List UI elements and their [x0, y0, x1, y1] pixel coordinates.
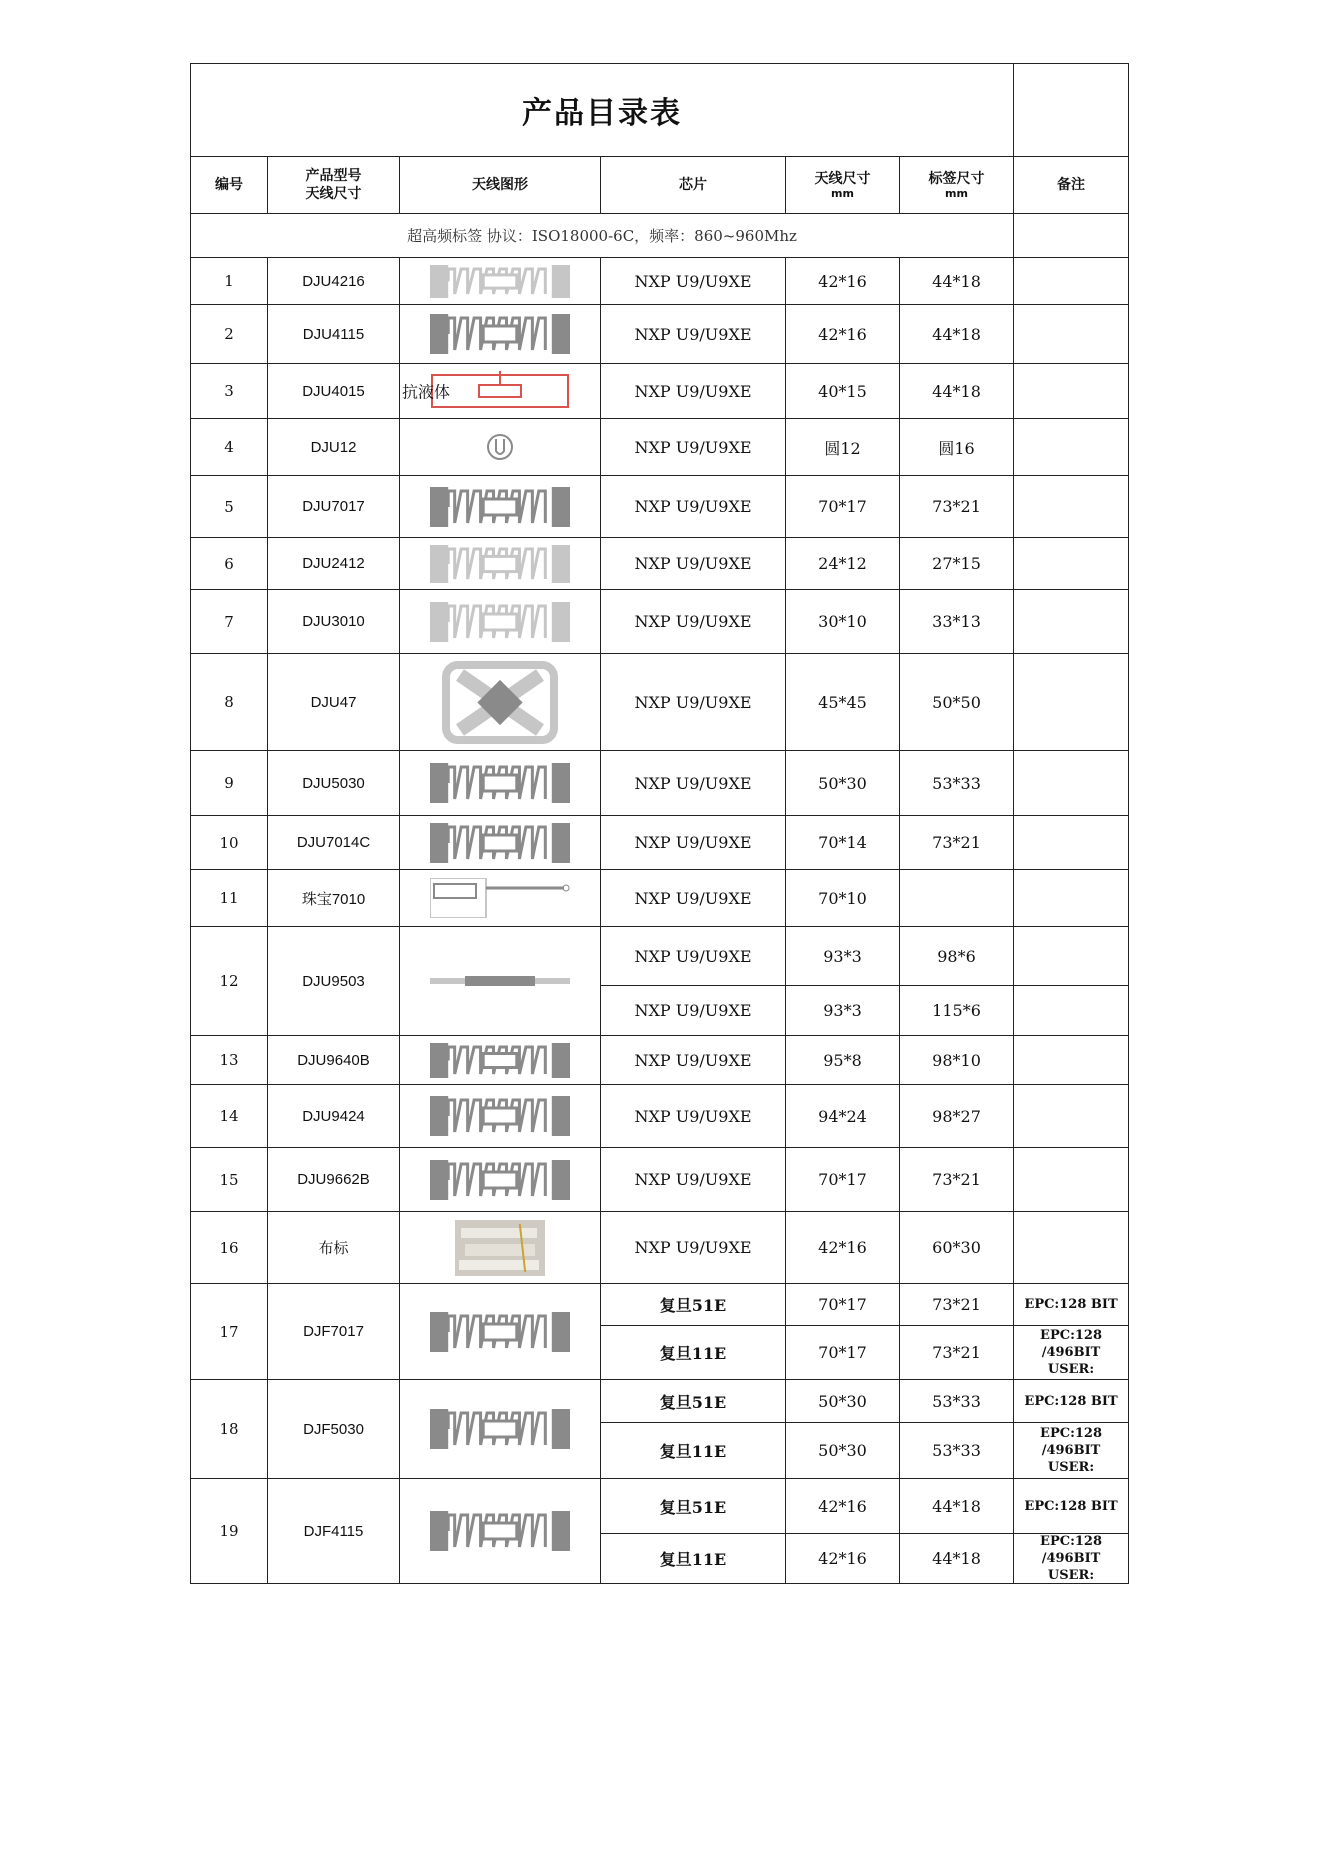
remark-cell — [1014, 1036, 1129, 1085]
model-name: DJU4115 — [268, 305, 400, 364]
tag-size: 53*33 — [900, 1380, 1014, 1423]
compact-antenna-icon — [430, 545, 570, 583]
section-label: 超高频标签 协议：ISO18000-6C，频率：860~960Mhz — [191, 214, 1014, 258]
table-row — [191, 1036, 1129, 1085]
model-name: DJF7017 — [268, 1284, 400, 1380]
remark-cell — [1014, 1148, 1129, 1212]
antenna-figure — [400, 364, 601, 419]
antenna-size: 45*45 — [786, 654, 900, 751]
remark-cell — [1014, 305, 1129, 364]
remark-line: /496BIT — [1041, 1443, 1101, 1458]
remark-cell — [1014, 1085, 1129, 1148]
row-number: 18 — [191, 1380, 268, 1479]
table-row — [191, 654, 1129, 751]
tag-size: 44*18 — [900, 305, 1014, 364]
row-number: 4 — [191, 419, 268, 476]
antenna-figure — [400, 654, 601, 751]
antenna-size: 93*3 — [786, 927, 900, 986]
row-number: 17 — [191, 1284, 268, 1380]
long-meander-antenna-icon — [430, 1043, 570, 1078]
antenna-figure — [400, 590, 601, 654]
header-model-line1: 产品型号 — [305, 168, 362, 184]
antenna-figure — [400, 816, 601, 870]
model-name: 珠宝7010 — [268, 870, 400, 927]
remark-cell — [1014, 419, 1129, 476]
antenna-figure — [400, 1148, 601, 1212]
chip-name: 复旦51E — [601, 1284, 786, 1326]
chip-name: NXP U9/U9XE — [601, 927, 786, 986]
remark-cell: EPC:128 BIT — [1014, 1479, 1129, 1534]
tag-size: 98*6 — [900, 927, 1014, 986]
antenna-figure — [400, 1036, 601, 1085]
model-name: DJU3010 — [268, 590, 400, 654]
square-antenna-icon — [440, 661, 560, 744]
row-number: 5 — [191, 476, 268, 538]
antenna-size: 70*17 — [786, 1284, 900, 1326]
chip-name: NXP U9/U9XE — [601, 1036, 786, 1085]
table-row — [191, 927, 1129, 986]
row-number: 2 — [191, 305, 268, 364]
table-row — [191, 258, 1129, 305]
meander-antenna-icon — [430, 823, 570, 863]
fabric-label-photo — [455, 1220, 545, 1276]
model-name: DJU5030 — [268, 751, 400, 816]
header-ant-size — [786, 157, 900, 214]
section-blank-cell — [1014, 214, 1129, 258]
section-row — [191, 214, 1129, 258]
comb-antenna-icon — [430, 602, 570, 642]
antenna-size: 70*14 — [786, 816, 900, 870]
table-row — [191, 1148, 1129, 1212]
row-number: 14 — [191, 1085, 268, 1148]
header-row — [191, 157, 1129, 214]
antenna-figure — [400, 1380, 601, 1479]
jewelry-tag-icon — [430, 878, 570, 918]
row-number: 12 — [191, 927, 268, 1036]
chip-name: NXP U9/U9XE — [601, 538, 786, 590]
row-number: 19 — [191, 1479, 268, 1584]
remark-cell — [1014, 1326, 1129, 1380]
antenna-size: 50*30 — [786, 751, 900, 816]
antenna-size: 42*16 — [786, 305, 900, 364]
chip-name: NXP U9/U9XE — [601, 1085, 786, 1148]
antenna-size: 93*3 — [786, 986, 900, 1036]
model-name: DJU7014C — [268, 816, 400, 870]
remark-line: EPC:128 — [1040, 1534, 1103, 1549]
round-antenna-icon — [482, 431, 518, 463]
row-number: 10 — [191, 816, 268, 870]
tag-size: 50*50 — [900, 654, 1014, 751]
model-name: DJU9662B — [268, 1148, 400, 1212]
chip-name: 复旦11E — [601, 1534, 786, 1584]
antenna-size: 70*17 — [786, 1148, 900, 1212]
header-ant-size-label: 天线尺寸 — [814, 171, 871, 187]
tag-size: 73*21 — [900, 1326, 1014, 1380]
model-name: DJU4216 — [268, 258, 400, 305]
chip-name: NXP U9/U9XE — [601, 1148, 786, 1212]
row-number: 13 — [191, 1036, 268, 1085]
remark-line: USER: — [1047, 1568, 1095, 1583]
header-tag-unit: mm — [945, 187, 968, 200]
remark-cell — [1014, 1423, 1129, 1479]
tag-size: 60*30 — [900, 1212, 1014, 1284]
chip-name: NXP U9/U9XE — [601, 364, 786, 419]
antenna-size: 50*30 — [786, 1423, 900, 1479]
tag-size: 44*18 — [900, 258, 1014, 305]
meander-antenna-icon — [430, 1312, 570, 1352]
remark-cell — [1014, 476, 1129, 538]
remark-line: USER: — [1047, 1460, 1095, 1475]
tag-size: 27*15 — [900, 538, 1014, 590]
page-title: 产品目录表 — [191, 64, 1014, 157]
row-number: 7 — [191, 590, 268, 654]
remark-cell — [1014, 986, 1129, 1036]
chip-name: NXP U9/U9XE — [601, 816, 786, 870]
block-antenna-icon — [430, 1096, 570, 1136]
table-row — [191, 305, 1129, 364]
header-model — [268, 157, 400, 214]
table-row — [191, 364, 1129, 419]
antenna-figure — [400, 870, 601, 927]
model-name: DJU9424 — [268, 1085, 400, 1148]
row-number: 8 — [191, 654, 268, 751]
fluid-label: 抗液体 — [402, 382, 451, 402]
antenna-size: 42*16 — [786, 1479, 900, 1534]
antenna-figure — [400, 476, 601, 538]
antenna-figure — [400, 1212, 601, 1284]
header-no: 编号 — [191, 157, 268, 214]
remark-multiline — [1014, 1329, 1128, 1377]
antenna-size: 42*16 — [786, 1534, 900, 1584]
chip-name: NXP U9/U9XE — [601, 258, 786, 305]
tag-size: 44*18 — [900, 1534, 1014, 1584]
table-row — [191, 1479, 1129, 1534]
remark-multiline — [1014, 1427, 1128, 1475]
antenna-size: 圆12 — [786, 419, 900, 476]
table-row — [191, 870, 1129, 927]
tag-size: 73*21 — [900, 476, 1014, 538]
model-name: DJU7017 — [268, 476, 400, 538]
antenna-size: 24*12 — [786, 538, 900, 590]
model-name: DJU2412 — [268, 538, 400, 590]
chip-name: NXP U9/U9XE — [601, 305, 786, 364]
antenna-figure — [400, 258, 601, 305]
slim-antenna-icon — [430, 961, 570, 1001]
header-tag-size — [900, 157, 1014, 214]
table-row — [191, 419, 1129, 476]
antenna-size: 30*10 — [786, 590, 900, 654]
remark-cell — [1014, 364, 1129, 419]
meander-antenna-icon — [430, 1160, 570, 1200]
header-model-line2: 天线尺寸 — [305, 186, 362, 202]
remark-cell: EPC:128 BIT — [1014, 1380, 1129, 1423]
meander-antenna-icon — [430, 1511, 570, 1551]
chip-name: NXP U9/U9XE — [601, 986, 786, 1036]
header-tag-size-label: 标签尺寸 — [928, 171, 985, 187]
row-number: 6 — [191, 538, 268, 590]
table-row — [191, 476, 1129, 538]
antenna-figure — [400, 305, 601, 364]
tag-size: 73*21 — [900, 1148, 1014, 1212]
table-row — [191, 1284, 1129, 1326]
header-remark: 备注 — [1014, 157, 1129, 214]
chip-name: NXP U9/U9XE — [601, 654, 786, 751]
remark-cell — [1014, 816, 1129, 870]
model-name: DJU4015 — [268, 364, 400, 419]
row-number: 16 — [191, 1212, 268, 1284]
chip-name: NXP U9/U9XE — [601, 419, 786, 476]
remark-cell — [1014, 654, 1129, 751]
dipole-antenna-icon — [430, 265, 570, 298]
tag-size: 98*27 — [900, 1085, 1014, 1148]
tag-size: 圆16 — [900, 419, 1014, 476]
row-number: 9 — [191, 751, 268, 816]
remark-cell: EPC:128 BIT — [1014, 1284, 1129, 1326]
product-catalog-table — [190, 63, 1129, 1584]
antenna-size: 94*24 — [786, 1085, 900, 1148]
chip-name: NXP U9/U9XE — [601, 1212, 786, 1284]
tag-size: 98*10 — [900, 1036, 1014, 1085]
tag-size: 44*18 — [900, 364, 1014, 419]
liquid-resistant-antenna-icon — [430, 371, 570, 411]
remark-cell — [1014, 258, 1129, 305]
tag-size: 73*21 — [900, 816, 1014, 870]
chip-name: 复旦11E — [601, 1423, 786, 1479]
remark-line: /496BIT — [1041, 1345, 1101, 1360]
chip-name: NXP U9/U9XE — [601, 476, 786, 538]
model-name: DJU9640B — [268, 1036, 400, 1085]
chip-name: 复旦51E — [601, 1479, 786, 1534]
chip-name: NXP U9/U9XE — [601, 751, 786, 816]
table-row — [191, 1212, 1129, 1284]
antenna-size: 50*30 — [786, 1380, 900, 1423]
chip-name: 复旦51E — [601, 1380, 786, 1423]
remark-cell — [1014, 590, 1129, 654]
table-row — [191, 590, 1129, 654]
antenna-size: 40*15 — [786, 364, 900, 419]
header-chip: 芯片 — [601, 157, 786, 214]
table-row — [191, 1380, 1129, 1423]
remark-line: /496BIT — [1041, 1551, 1101, 1566]
model-name: DJU47 — [268, 654, 400, 751]
antenna-figure — [400, 1085, 601, 1148]
meander-antenna-icon — [430, 314, 570, 354]
tag-size: 33*13 — [900, 590, 1014, 654]
antenna-size: 95*8 — [786, 1036, 900, 1085]
chip-name: NXP U9/U9XE — [601, 590, 786, 654]
table-row — [191, 538, 1129, 590]
wide-antenna-icon — [430, 763, 570, 803]
remark-line: EPC:128 — [1040, 1328, 1103, 1343]
table-row — [191, 1085, 1129, 1148]
remark-multiline — [1014, 1535, 1128, 1583]
tag-size: 53*33 — [900, 751, 1014, 816]
row-number: 3 — [191, 364, 268, 419]
antenna-figure — [400, 1479, 601, 1584]
remark-cell — [1014, 870, 1129, 927]
tag-size: 53*33 — [900, 1423, 1014, 1479]
remark-line: USER: — [1047, 1362, 1095, 1377]
antenna-size: 70*17 — [786, 1326, 900, 1380]
antenna-size: 70*17 — [786, 476, 900, 538]
model-name: DJF5030 — [268, 1380, 400, 1479]
remark-cell — [1014, 1534, 1129, 1584]
wide-antenna-icon — [430, 1409, 570, 1449]
tag-size: 115*6 — [900, 986, 1014, 1036]
remark-line: EPC:128 — [1040, 1426, 1103, 1441]
model-name: DJU9503 — [268, 927, 400, 1036]
remark-cell — [1014, 751, 1129, 816]
model-name: 布标 — [268, 1212, 400, 1284]
remark-cell — [1014, 927, 1129, 986]
header-ant-unit: mm — [831, 187, 854, 200]
antenna-figure — [400, 538, 601, 590]
antenna-figure — [400, 751, 601, 816]
remark-cell — [1014, 538, 1129, 590]
header-figure: 天线图形 — [400, 157, 601, 214]
antenna-figure — [400, 1284, 601, 1380]
chip-name: 复旦11E — [601, 1326, 786, 1380]
table-row — [191, 816, 1129, 870]
antenna-figure — [400, 419, 601, 476]
tag-size — [900, 870, 1014, 927]
title-blank-cell — [1014, 64, 1129, 157]
antenna-size: 70*10 — [786, 870, 900, 927]
row-number: 15 — [191, 1148, 268, 1212]
row-number: 1 — [191, 258, 268, 305]
model-name: DJF4115 — [268, 1479, 400, 1584]
meander-antenna-icon — [430, 487, 570, 527]
antenna-size: 42*16 — [786, 258, 900, 305]
row-number: 11 — [191, 870, 268, 927]
table-row — [191, 751, 1129, 816]
tag-size: 73*21 — [900, 1284, 1014, 1326]
model-name: DJU12 — [268, 419, 400, 476]
antenna-figure — [400, 927, 601, 1036]
antenna-size: 42*16 — [786, 1212, 900, 1284]
tag-size: 44*18 — [900, 1479, 1014, 1534]
chip-name: NXP U9/U9XE — [601, 870, 786, 927]
remark-cell — [1014, 1212, 1129, 1284]
